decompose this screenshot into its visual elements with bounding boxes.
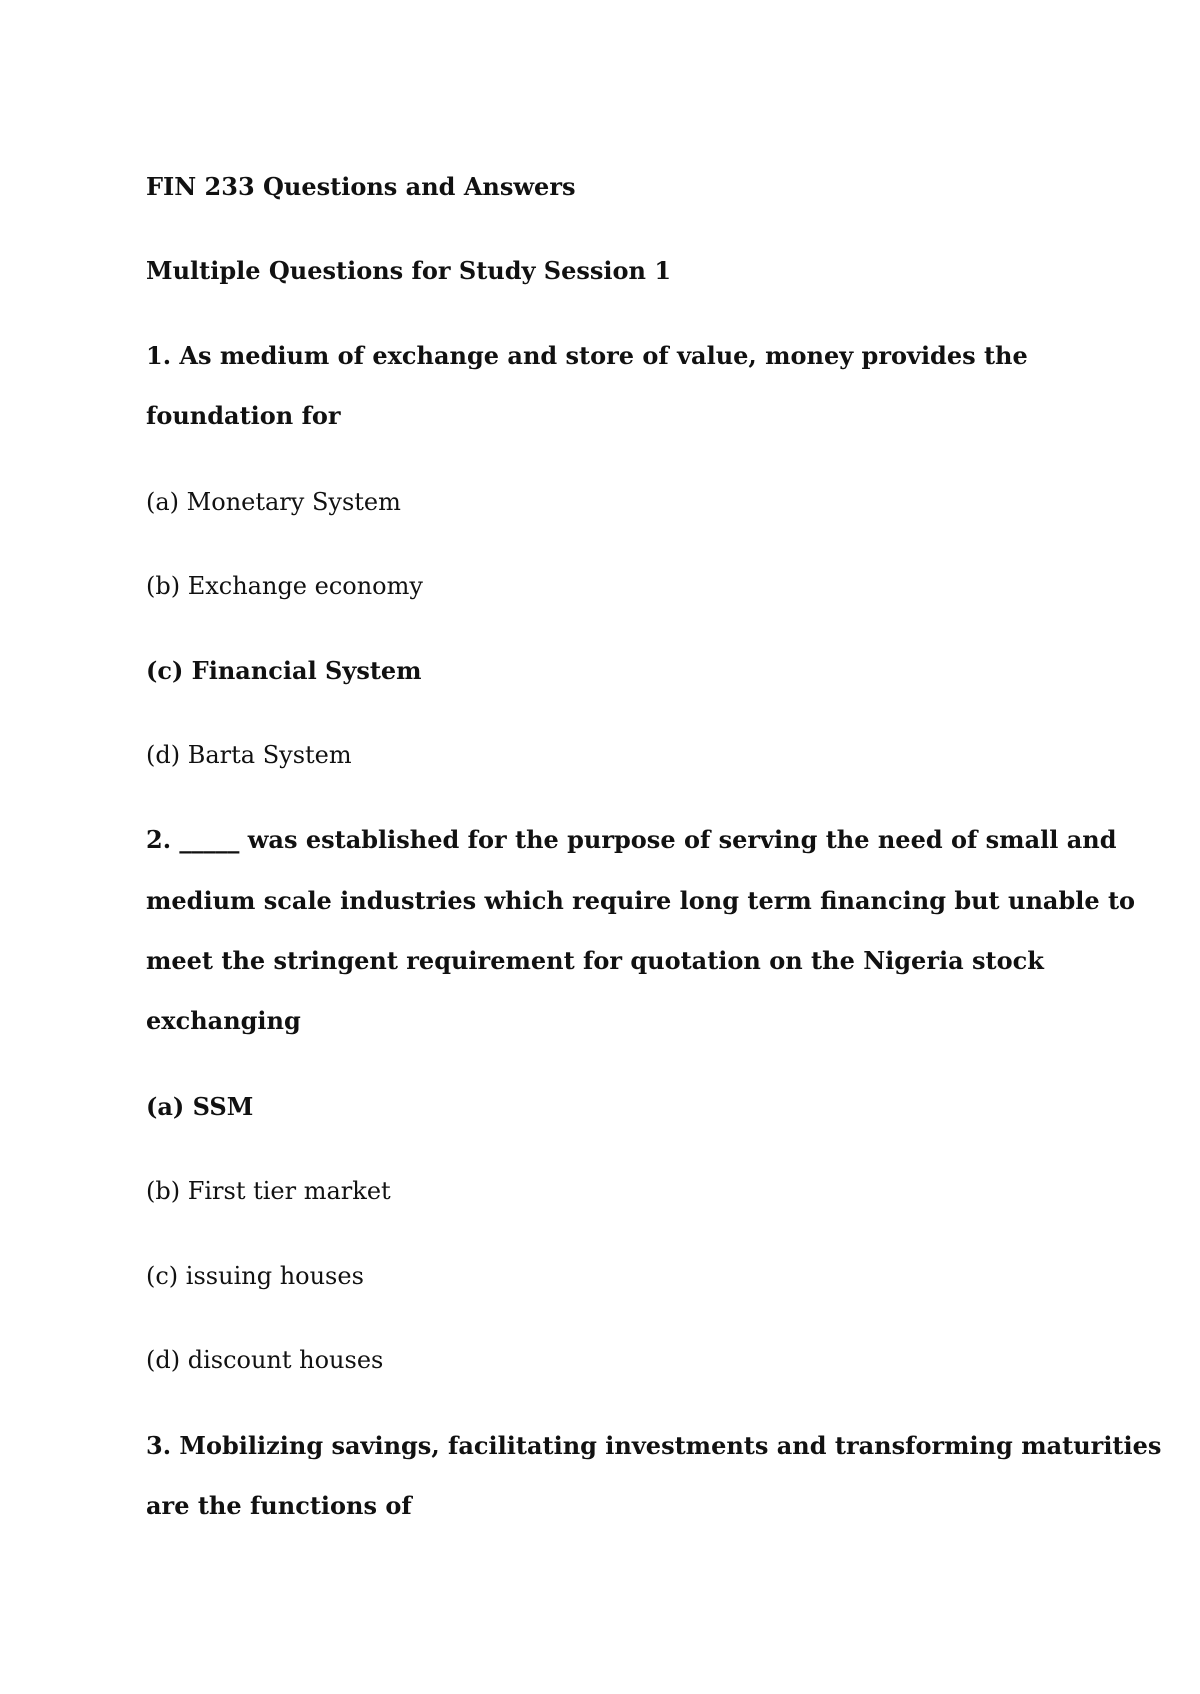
question-3-line-1: 3. Mobilizing savings, facilitating investments and transforming maturities	[146, 1431, 1162, 1460]
question-1-option-d: (d) Barta System	[146, 741, 352, 769]
question-1-line-1: 1. As medium of exchange and store of value, money provides the	[146, 341, 1028, 370]
question-1-option-c-answer: (c) Financial System	[146, 656, 422, 685]
document-title: FIN 233 Questions and Answers	[146, 172, 576, 201]
question-2-line-4: exchanging	[146, 1006, 301, 1035]
question-1-option-a: (a) Monetary System	[146, 488, 401, 516]
question-1-line-2: foundation for	[146, 401, 341, 430]
question-2-option-a-answer: (a) SSM	[146, 1092, 254, 1121]
question-2-option-c: (c) issuing houses	[146, 1262, 364, 1290]
question-1-option-b: (b) Exchange economy	[146, 572, 423, 600]
question-2-line-3: meet the stringent requirement for quotation on the Nigeria stock	[146, 946, 1044, 975]
question-3-line-2: are the functions of	[146, 1491, 412, 1520]
question-2-option-b: (b) First tier market	[146, 1177, 391, 1205]
question-2-line-1: 2. _____ was established for the purpose of serving the need of small and	[146, 825, 1117, 854]
session-heading: Multiple Questions for Study Session 1	[146, 256, 672, 285]
question-2-option-d: (d) discount houses	[146, 1346, 384, 1374]
question-2-line-2: medium scale industries which require long term financing but unable to	[146, 886, 1136, 915]
